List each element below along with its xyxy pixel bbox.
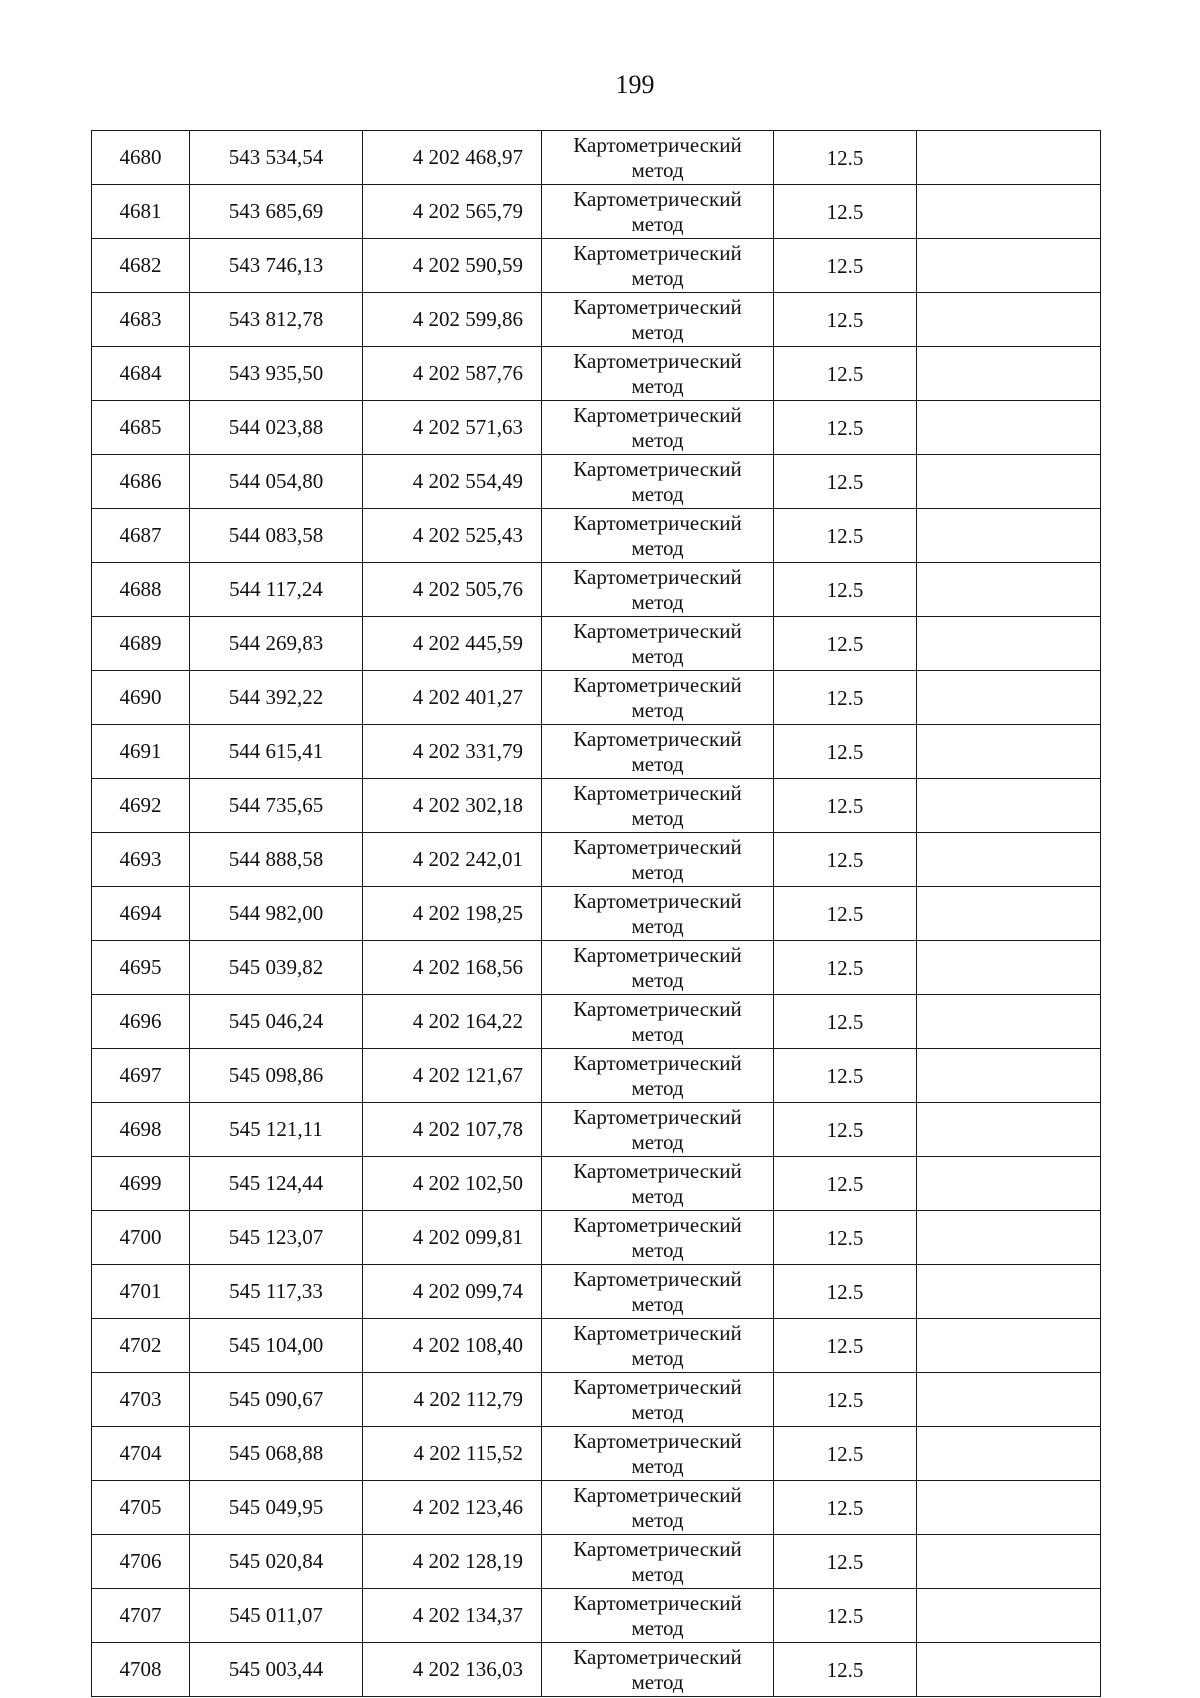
table-row xyxy=(92,671,1101,725)
method-line-2: метод xyxy=(631,644,684,668)
method-line-1: Картометрический xyxy=(573,1645,742,1669)
method-line-1: Картометрический xyxy=(573,349,742,373)
x-coordinate-cell: 544 735,65 xyxy=(190,779,363,833)
x-coordinate-cell: 544 982,00 xyxy=(190,887,363,941)
method-cell xyxy=(542,1265,774,1319)
table-row xyxy=(92,401,1101,455)
y-coordinate-cell: 4 202 168,56 xyxy=(363,941,542,995)
method-line-1: Картометрический xyxy=(573,1213,742,1237)
table-row xyxy=(92,941,1101,995)
y-coordinate-cell: 4 202 525,43 xyxy=(363,509,542,563)
y-coordinate-cell: 4 202 112,79 xyxy=(363,1373,542,1427)
method-line-1: Картометрический xyxy=(573,295,742,319)
x-coordinate-cell: 543 534,54 xyxy=(190,131,363,185)
point-number-cell: 4707 xyxy=(92,1589,190,1643)
table-row xyxy=(92,1643,1101,1697)
x-coordinate-cell: 544 888,58 xyxy=(190,833,363,887)
method-line-2: метод xyxy=(631,1454,684,1478)
method-cell xyxy=(542,293,774,347)
empty-cell xyxy=(917,1643,1101,1697)
point-number-cell: 4683 xyxy=(92,293,190,347)
method-cell xyxy=(542,1427,774,1481)
accuracy-cell: 12.5 xyxy=(774,779,917,833)
y-coordinate-cell: 4 202 164,22 xyxy=(363,995,542,1049)
x-coordinate-cell: 545 003,44 xyxy=(190,1643,363,1697)
x-coordinate-cell: 545 011,07 xyxy=(190,1589,363,1643)
point-number-cell: 4696 xyxy=(92,995,190,1049)
method-cell xyxy=(542,401,774,455)
table-row xyxy=(92,185,1101,239)
point-number-cell: 4692 xyxy=(92,779,190,833)
method-line-1: Картометрический xyxy=(573,619,742,643)
accuracy-cell: 12.5 xyxy=(774,725,917,779)
y-coordinate-cell: 4 202 587,76 xyxy=(363,347,542,401)
method-cell xyxy=(542,725,774,779)
x-coordinate-cell: 545 098,86 xyxy=(190,1049,363,1103)
x-coordinate-cell: 543 812,78 xyxy=(190,293,363,347)
method-line-2: метод xyxy=(631,590,684,614)
table-row xyxy=(92,1157,1101,1211)
x-coordinate-cell: 544 615,41 xyxy=(190,725,363,779)
table-row xyxy=(92,1373,1101,1427)
x-coordinate-cell: 545 049,95 xyxy=(190,1481,363,1535)
table-row xyxy=(92,1103,1101,1157)
accuracy-cell: 12.5 xyxy=(774,995,917,1049)
method-cell xyxy=(542,1157,774,1211)
y-coordinate-cell: 4 202 121,67 xyxy=(363,1049,542,1103)
method-line-2: метод xyxy=(631,1238,684,1262)
empty-cell xyxy=(917,617,1101,671)
method-cell xyxy=(542,1373,774,1427)
method-line-1: Картометрический xyxy=(573,673,742,697)
y-coordinate-cell: 4 202 331,79 xyxy=(363,725,542,779)
table-row xyxy=(92,833,1101,887)
point-number-cell: 4682 xyxy=(92,239,190,293)
method-line-2: метод xyxy=(631,1346,684,1370)
page-number: 199 xyxy=(615,70,655,99)
method-line-1: Картометрический xyxy=(573,997,742,1021)
point-number-cell: 4680 xyxy=(92,131,190,185)
method-line-1: Картометрический xyxy=(573,1159,742,1183)
table-row xyxy=(92,1265,1101,1319)
table-row xyxy=(92,563,1101,617)
point-number-cell: 4700 xyxy=(92,1211,190,1265)
method-cell xyxy=(542,1319,774,1373)
accuracy-cell: 12.5 xyxy=(774,239,917,293)
table-row xyxy=(92,1049,1101,1103)
accuracy-cell: 12.5 xyxy=(774,671,917,725)
y-coordinate-cell: 4 202 136,03 xyxy=(363,1643,542,1697)
y-coordinate-cell: 4 202 468,97 xyxy=(363,131,542,185)
method-cell xyxy=(542,1643,774,1697)
method-line-2: метод xyxy=(631,1562,684,1586)
method-line-1: Картометрический xyxy=(573,781,742,805)
method-cell xyxy=(542,1049,774,1103)
x-coordinate-cell: 545 039,82 xyxy=(190,941,363,995)
accuracy-cell: 12.5 xyxy=(774,347,917,401)
x-coordinate-cell: 545 117,33 xyxy=(190,1265,363,1319)
accuracy-cell: 12.5 xyxy=(774,1211,917,1265)
method-cell xyxy=(542,1211,774,1265)
accuracy-cell: 12.5 xyxy=(774,563,917,617)
method-line-2: метод xyxy=(631,698,684,722)
accuracy-cell: 12.5 xyxy=(774,1535,917,1589)
method-line-1: Картометрический xyxy=(573,1321,742,1345)
accuracy-cell: 12.5 xyxy=(774,1103,917,1157)
method-cell xyxy=(542,1481,774,1535)
y-coordinate-cell: 4 202 554,49 xyxy=(363,455,542,509)
method-cell xyxy=(542,131,774,185)
y-coordinate-cell: 4 202 128,19 xyxy=(363,1535,542,1589)
empty-cell xyxy=(917,941,1101,995)
point-number-cell: 4701 xyxy=(92,1265,190,1319)
y-coordinate-cell: 4 202 107,78 xyxy=(363,1103,542,1157)
empty-cell xyxy=(917,563,1101,617)
point-number-cell: 4687 xyxy=(92,509,190,563)
method-cell xyxy=(542,941,774,995)
empty-cell xyxy=(917,1427,1101,1481)
method-line-2: метод xyxy=(631,860,684,884)
accuracy-cell: 12.5 xyxy=(774,1319,917,1373)
method-line-2: метод xyxy=(631,536,684,560)
point-number-cell: 4686 xyxy=(92,455,190,509)
method-line-1: Картометрический xyxy=(573,565,742,589)
x-coordinate-cell: 544 392,22 xyxy=(190,671,363,725)
method-line-1: Картометрический xyxy=(573,1537,742,1561)
y-coordinate-cell: 4 202 445,59 xyxy=(363,617,542,671)
empty-cell xyxy=(917,1265,1101,1319)
accuracy-cell: 12.5 xyxy=(774,185,917,239)
empty-cell xyxy=(917,1373,1101,1427)
y-coordinate-cell: 4 202 108,40 xyxy=(363,1319,542,1373)
y-coordinate-cell: 4 202 505,76 xyxy=(363,563,542,617)
x-coordinate-cell: 545 104,00 xyxy=(190,1319,363,1373)
method-cell xyxy=(542,887,774,941)
y-coordinate-cell: 4 202 302,18 xyxy=(363,779,542,833)
accuracy-cell: 12.5 xyxy=(774,455,917,509)
method-line-1: Картометрический xyxy=(573,511,742,535)
y-coordinate-cell: 4 202 401,27 xyxy=(363,671,542,725)
point-number-cell: 4702 xyxy=(92,1319,190,1373)
y-coordinate-cell: 4 202 571,63 xyxy=(363,401,542,455)
method-cell xyxy=(542,563,774,617)
method-line-1: Картометрический xyxy=(573,187,742,211)
x-coordinate-cell: 544 269,83 xyxy=(190,617,363,671)
method-line-2: метод xyxy=(631,266,684,290)
empty-cell xyxy=(917,1319,1101,1373)
y-coordinate-cell: 4 202 599,86 xyxy=(363,293,542,347)
empty-cell xyxy=(917,1589,1101,1643)
method-line-2: метод xyxy=(631,482,684,506)
method-cell xyxy=(542,455,774,509)
table-row xyxy=(92,131,1101,185)
y-coordinate-cell: 4 202 565,79 xyxy=(363,185,542,239)
x-coordinate-cell: 544 054,80 xyxy=(190,455,363,509)
empty-cell xyxy=(917,1157,1101,1211)
method-line-2: метод xyxy=(631,806,684,830)
x-coordinate-cell: 545 123,07 xyxy=(190,1211,363,1265)
table-row xyxy=(92,293,1101,347)
accuracy-cell: 12.5 xyxy=(774,887,917,941)
y-coordinate-cell: 4 202 198,25 xyxy=(363,887,542,941)
point-number-cell: 4699 xyxy=(92,1157,190,1211)
method-cell xyxy=(542,995,774,1049)
method-cell xyxy=(542,779,774,833)
accuracy-cell: 12.5 xyxy=(774,509,917,563)
empty-cell xyxy=(917,671,1101,725)
method-cell xyxy=(542,1535,774,1589)
empty-cell xyxy=(917,185,1101,239)
method-line-1: Картометрический xyxy=(573,133,742,157)
empty-cell xyxy=(917,509,1101,563)
empty-cell xyxy=(917,401,1101,455)
method-line-1: Картометрический xyxy=(573,1051,742,1075)
empty-cell xyxy=(917,995,1101,1049)
table-row xyxy=(92,1319,1101,1373)
empty-cell xyxy=(917,293,1101,347)
point-number-cell: 4698 xyxy=(92,1103,190,1157)
accuracy-cell: 12.5 xyxy=(774,833,917,887)
point-number-cell: 4706 xyxy=(92,1535,190,1589)
method-line-2: метод xyxy=(631,1400,684,1424)
point-number-cell: 4685 xyxy=(92,401,190,455)
accuracy-cell: 12.5 xyxy=(774,1157,917,1211)
y-coordinate-cell: 4 202 242,01 xyxy=(363,833,542,887)
x-coordinate-cell: 545 046,24 xyxy=(190,995,363,1049)
table-row xyxy=(92,617,1101,671)
table-row xyxy=(92,455,1101,509)
table-row xyxy=(92,1481,1101,1535)
method-line-2: метод xyxy=(631,1670,684,1694)
x-coordinate-cell: 545 020,84 xyxy=(190,1535,363,1589)
accuracy-cell: 12.5 xyxy=(774,1481,917,1535)
point-number-cell: 4708 xyxy=(92,1643,190,1697)
point-number-cell: 4694 xyxy=(92,887,190,941)
method-line-2: метод xyxy=(631,320,684,344)
table-row xyxy=(92,1535,1101,1589)
empty-cell xyxy=(917,887,1101,941)
accuracy-cell: 12.5 xyxy=(774,941,917,995)
method-cell xyxy=(542,1103,774,1157)
coordinates-table xyxy=(91,130,1101,1697)
y-coordinate-cell: 4 202 102,50 xyxy=(363,1157,542,1211)
y-coordinate-cell: 4 202 099,81 xyxy=(363,1211,542,1265)
empty-cell xyxy=(917,1049,1101,1103)
point-number-cell: 4695 xyxy=(92,941,190,995)
x-coordinate-cell: 545 124,44 xyxy=(190,1157,363,1211)
method-line-1: Картометрический xyxy=(573,1483,742,1507)
empty-cell xyxy=(917,1481,1101,1535)
x-coordinate-cell: 545 121,11 xyxy=(190,1103,363,1157)
method-line-2: метод xyxy=(631,1292,684,1316)
method-line-2: метод xyxy=(631,752,684,776)
method-line-2: метод xyxy=(631,428,684,452)
x-coordinate-cell: 544 023,88 xyxy=(190,401,363,455)
method-cell xyxy=(542,239,774,293)
method-cell xyxy=(542,671,774,725)
point-number-cell: 4689 xyxy=(92,617,190,671)
table-row xyxy=(92,1589,1101,1643)
method-line-2: метод xyxy=(631,158,684,182)
empty-cell xyxy=(917,1211,1101,1265)
point-number-cell: 4697 xyxy=(92,1049,190,1103)
point-number-cell: 4693 xyxy=(92,833,190,887)
empty-cell xyxy=(917,779,1101,833)
table-row xyxy=(92,779,1101,833)
x-coordinate-cell: 545 090,67 xyxy=(190,1373,363,1427)
method-line-2: метод xyxy=(631,1130,684,1154)
empty-cell xyxy=(917,1103,1101,1157)
point-number-cell: 4684 xyxy=(92,347,190,401)
accuracy-cell: 12.5 xyxy=(774,1643,917,1697)
y-coordinate-cell: 4 202 115,52 xyxy=(363,1427,542,1481)
method-line-1: Картометрический xyxy=(573,403,742,427)
method-cell xyxy=(542,347,774,401)
empty-cell xyxy=(917,455,1101,509)
method-line-2: метод xyxy=(631,1076,684,1100)
table-row xyxy=(92,347,1101,401)
accuracy-cell: 12.5 xyxy=(774,617,917,671)
table-row xyxy=(92,1427,1101,1481)
accuracy-cell: 12.5 xyxy=(774,1265,917,1319)
method-line-1: Картометрический xyxy=(573,241,742,265)
method-line-1: Картометрический xyxy=(573,1591,742,1615)
y-coordinate-cell: 4 202 099,74 xyxy=(363,1265,542,1319)
table-row xyxy=(92,509,1101,563)
table-row xyxy=(92,995,1101,1049)
empty-cell xyxy=(917,239,1101,293)
x-coordinate-cell: 543 746,13 xyxy=(190,239,363,293)
table-row xyxy=(92,1211,1101,1265)
method-line-2: метод xyxy=(631,212,684,236)
empty-cell xyxy=(917,347,1101,401)
table-row xyxy=(92,887,1101,941)
table-row xyxy=(92,239,1101,293)
coordinates-table-body xyxy=(92,131,1101,1697)
x-coordinate-cell: 544 117,24 xyxy=(190,563,363,617)
accuracy-cell: 12.5 xyxy=(774,1589,917,1643)
method-cell xyxy=(542,833,774,887)
method-line-1: Картометрический xyxy=(573,835,742,859)
table-row xyxy=(92,725,1101,779)
point-number-cell: 4690 xyxy=(92,671,190,725)
method-line-2: метод xyxy=(631,1184,684,1208)
accuracy-cell: 12.5 xyxy=(774,401,917,455)
method-line-1: Картометрический xyxy=(573,1267,742,1291)
empty-cell xyxy=(917,833,1101,887)
point-number-cell: 4688 xyxy=(92,563,190,617)
method-line-2: метод xyxy=(631,1508,684,1532)
method-line-1: Картометрический xyxy=(573,1375,742,1399)
x-coordinate-cell: 544 083,58 xyxy=(190,509,363,563)
x-coordinate-cell: 545 068,88 xyxy=(190,1427,363,1481)
method-line-2: метод xyxy=(631,1616,684,1640)
method-line-1: Картометрический xyxy=(573,727,742,751)
accuracy-cell: 12.5 xyxy=(774,1049,917,1103)
method-line-1: Картометрический xyxy=(573,889,742,913)
method-cell xyxy=(542,185,774,239)
accuracy-cell: 12.5 xyxy=(774,293,917,347)
empty-cell xyxy=(917,1535,1101,1589)
method-line-1: Картометрический xyxy=(573,1105,742,1129)
accuracy-cell: 12.5 xyxy=(774,1373,917,1427)
method-line-2: метод xyxy=(631,374,684,398)
method-line-1: Картометрический xyxy=(573,1429,742,1453)
empty-cell xyxy=(917,131,1101,185)
x-coordinate-cell: 543 685,69 xyxy=(190,185,363,239)
method-cell xyxy=(542,1589,774,1643)
method-line-2: метод xyxy=(631,968,684,992)
point-number-cell: 4691 xyxy=(92,725,190,779)
y-coordinate-cell: 4 202 134,37 xyxy=(363,1589,542,1643)
y-coordinate-cell: 4 202 590,59 xyxy=(363,239,542,293)
method-line-1: Картометрический xyxy=(573,457,742,481)
point-number-cell: 4703 xyxy=(92,1373,190,1427)
method-line-1: Картометрический xyxy=(573,943,742,967)
point-number-cell: 4681 xyxy=(92,185,190,239)
method-line-2: метод xyxy=(631,1022,684,1046)
method-line-2: метод xyxy=(631,914,684,938)
method-cell xyxy=(542,617,774,671)
y-coordinate-cell: 4 202 123,46 xyxy=(363,1481,542,1535)
x-coordinate-cell: 543 935,50 xyxy=(190,347,363,401)
point-number-cell: 4705 xyxy=(92,1481,190,1535)
accuracy-cell: 12.5 xyxy=(774,131,917,185)
empty-cell xyxy=(917,725,1101,779)
accuracy-cell: 12.5 xyxy=(774,1427,917,1481)
method-cell xyxy=(542,509,774,563)
point-number-cell: 4704 xyxy=(92,1427,190,1481)
